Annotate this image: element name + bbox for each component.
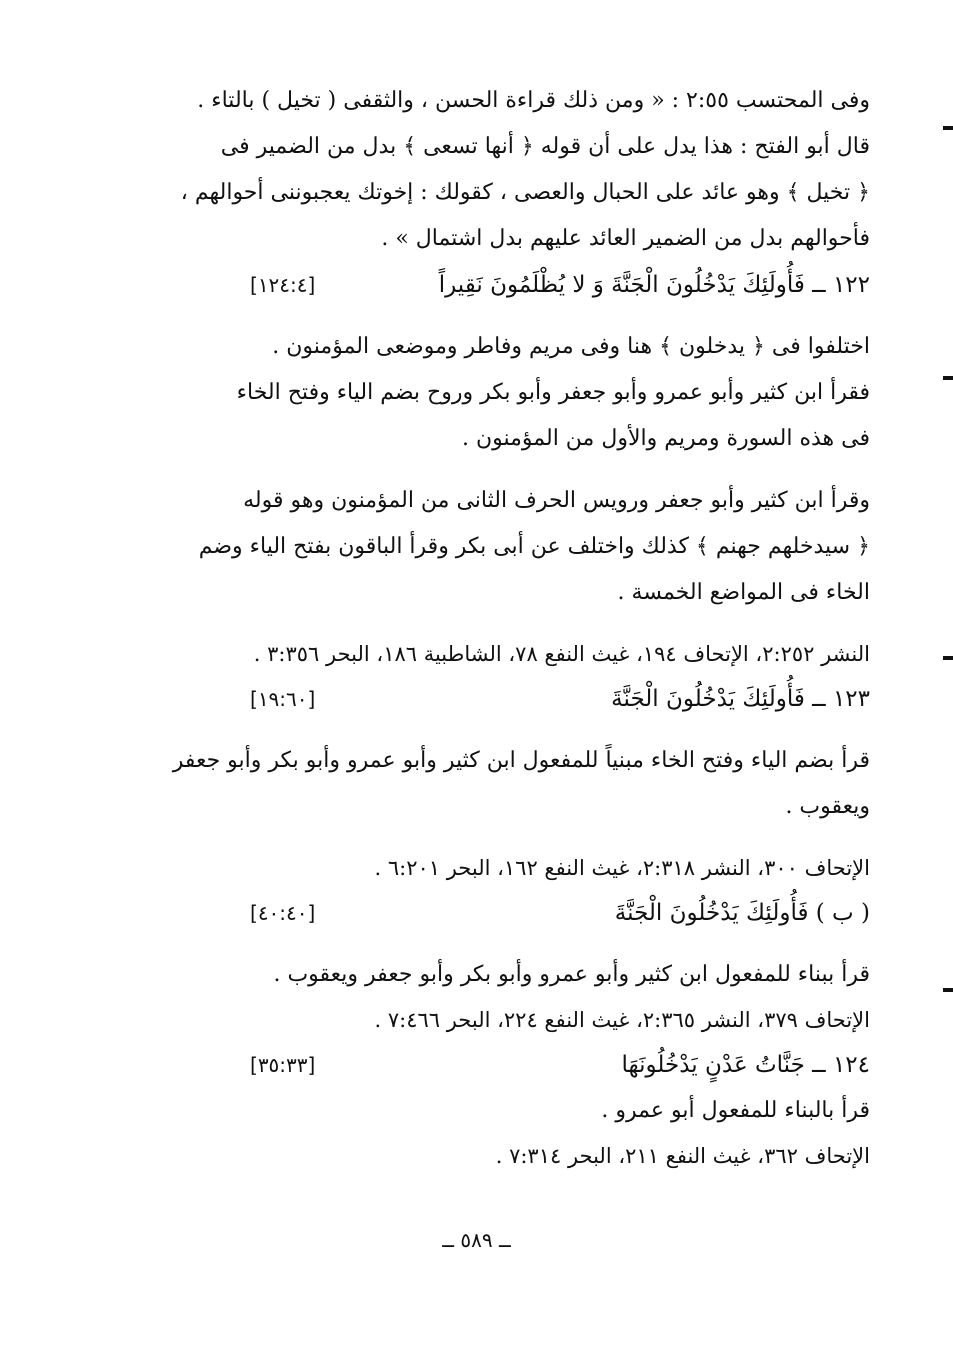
sources-line: الإتحاف ٣٧٩، النشر ٢:٣٦٥، غيث النفع ٢٢٤، البحر ٧:٤٦٦ . (374, 1008, 870, 1032)
margin-mark (943, 376, 953, 380)
verse-b (130, 890, 870, 936)
text-line: اختلفوا فى ﴿ يدخلون ﴾ هنا وفى مريم وفاطر وموضعى المؤمنون . (272, 334, 870, 359)
page-body (130, 78, 870, 1178)
text-line: ﴿ سيدخلهم جهنم ﴾ كذلك واختلف عن أبى بكر وقرأ الباقون بفتح الياء وضم (198, 534, 870, 559)
verse-text: ١٢٤ ــ جَنَّاتُ عَدْنٍ يَدْخُلُونَهَا (621, 1052, 870, 1078)
verse-122 (130, 262, 870, 308)
verse-text: ( ب ) فَأُولَئِكَ يَدْخُلُونَ الْجَنَّةَ (614, 900, 870, 926)
verse-reference: [٣٥:٣٣] (250, 1053, 316, 1077)
verse-text: ١٢٣ ــ فَأُولَئِكَ يَدْخُلُونَ الْجَنَّةَ (611, 686, 870, 712)
sources-line: النشر ٢:٢٥٢، الإتحاف ١٩٤، غيث النفع ٧٨، الشاطبية ١٨٦، البحر ٣:٣٥٦ . (253, 642, 870, 666)
verse-124 (130, 1042, 870, 1088)
verse-reference: [١٢٤:٤] (250, 273, 316, 297)
text-line: قال أبو الفتح : هذا يدل على أن قوله ﴿ أنها تسعى ﴾ بدل من الضمير فى (220, 134, 870, 159)
text-line: وفى المحتسب ٢:٥٥ : « ومن ذلك قراءة الحسن ، والثقفى ( تخيل ) بالتاء . (197, 88, 870, 113)
verse-reference: [١٩:٦٠] (250, 687, 316, 711)
margin-mark (943, 126, 953, 130)
text-line: فقرأ ابن كثير وأبو عمرو وأبو جعفر وأبو بكر وروح بضم الياء وفتح الخاء (236, 380, 870, 405)
text-line: قرأ بضم الياء وفتح الخاء مبنياً للمفعول ابن كثير وأبو عمرو وأبو بكر وأبو جعفر (172, 748, 870, 773)
page-number: ــ ٥٨٩ ــ (442, 1228, 511, 1252)
text-line: قرأ بالبناء للمفعول أبو عمرو . (601, 1098, 870, 1123)
sources-line: الإتحاف ٣٦٢، غيث النفع ٢١١، البحر ٧:٣١٤ . (495, 1144, 870, 1168)
verse-reference: [٤٠:٤٠] (250, 901, 316, 925)
text-line: ﴿ تخيل ﴾ وهو عائد على الحبال والعصى ، كقولك : إخوتك يعجبوننى أحوالهم ، (180, 180, 870, 205)
verse-text: ١٢٢ ــ فَأُولَئِكَ يَدْخُلُونَ الْجَنَّةَ وَ لا يُظْلَمُونَ نَقِيراً (438, 272, 870, 298)
margin-mark (943, 988, 953, 992)
verse-123 (130, 676, 870, 722)
text-line: قرأ ببناء للمفعول ابن كثير وأبو عمرو وأبو بكر وأبو جعفر ويعقوب . (273, 962, 870, 987)
text-line: ويعقوب . (785, 794, 870, 819)
text-line: الخاء فى المواضع الخمسة . (617, 580, 870, 605)
text-line: وقرأ ابن كثير وأبو جعفر ورويس الحرف الثانى من المؤمنون وهو قوله (243, 488, 870, 513)
text-line: فى هذه السورة ومريم والأول من المؤمنون . (461, 426, 870, 451)
margin-mark (943, 656, 953, 660)
sources-line: الإتحاف ٣٠٠، النشر ٢:٣١٨، غيث النفع ١٦٢، البحر ٦:٢٠١ . (374, 856, 870, 880)
text-line: فأحوالهم بدل من الضمير العائد عليهم بدل اشتمال » . (381, 226, 870, 251)
